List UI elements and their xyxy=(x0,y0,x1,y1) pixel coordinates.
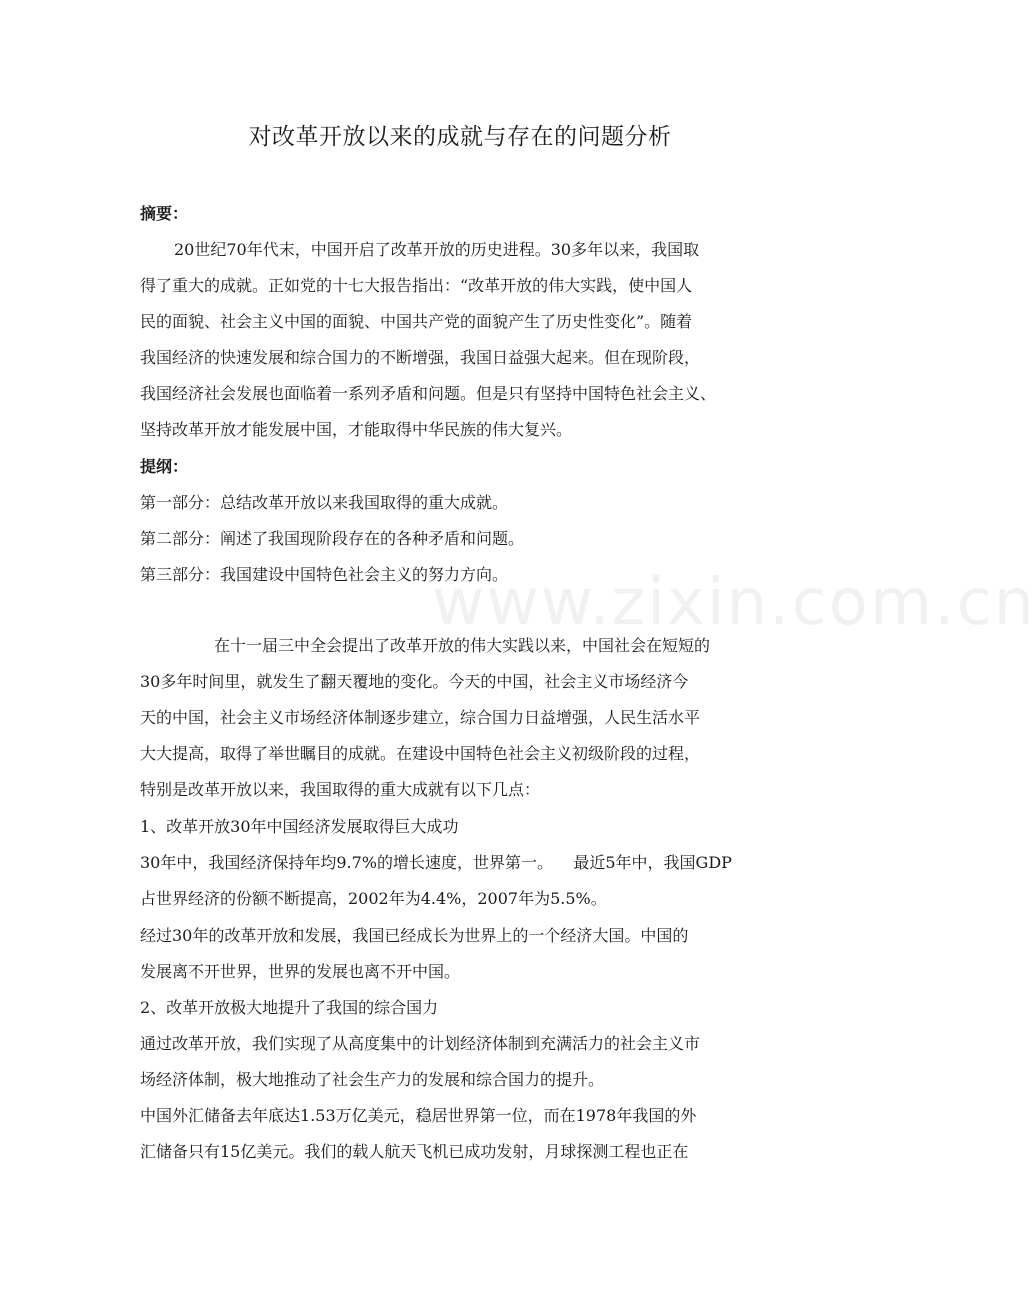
section-heading: 1、改革开放30年中国经济发展取得巨大成功 xyxy=(140,817,459,836)
body-paragraph-line: 30年中，我国经济保持年均9.7%的增长速度，世界第一。 最近5年中，我国GDP xyxy=(140,853,732,872)
body-paragraph-line: 占世界经济的份额不断提高，2002年为4.4%，2007年为5.5%。 xyxy=(140,889,607,908)
outline-heading: 提纲： xyxy=(140,457,189,476)
abstract-heading: 摘要： xyxy=(140,204,189,223)
abstract-line: 我国经济的快速发展和综合国力的不断增强，我国日益强大起来。但在现阶段， xyxy=(140,348,701,367)
abstract-line: 民的面貌、社会主义中国的面貌、中国共产党的面貌产生了历史性变化”。随着 xyxy=(140,312,693,331)
body-paragraph-line: 大大提高，取得了举世瞩目的成就。在建设中国特色社会主义初级阶段的过程， xyxy=(140,744,701,763)
body-paragraph-line: 场经济体制，极大地推动了社会生产力的发展和综合国力的提升。 xyxy=(140,1070,605,1089)
outline-item: 第二部分：阐述了我国现阶段存在的各种矛盾和问题。 xyxy=(140,529,525,548)
outline-item: 第三部分：我国建设中国特色社会主义的努力方向。 xyxy=(140,565,509,584)
body-paragraph-line: 中国外汇储备去年底达1.53万亿美元，稳居世界第一位，而在1978年我国的外 xyxy=(140,1106,697,1125)
body-paragraph-line: 30多年时间里，就发生了翻天覆地的变化。今天的中国，社会主义市场经济今 xyxy=(140,672,689,691)
watermark: www.zixin.com.cn xyxy=(432,566,1036,640)
document-title: 对改革开放以来的成就与存在的问题分析 xyxy=(248,124,672,150)
outline-item: 第一部分：总结改革开放以来我国取得的重大成就。 xyxy=(140,493,509,512)
body-paragraph-line: 在十一届三中全会提出了改革开放的伟大实践以来，中国社会在短短的 xyxy=(214,636,711,655)
body-paragraph-line: 特别是改革开放以来，我国取得的重大成就有以下几点： xyxy=(140,780,541,799)
body-paragraph-line: 发展离不开世界，世界的发展也离不开中国。 xyxy=(140,962,461,981)
abstract-line: 得了重大的成就。正如党的十七大报告指出：“改革开放的伟大实践，使中国人 xyxy=(140,276,693,295)
section-heading: 2、改革开放极大地提升了我国的综合国力 xyxy=(140,998,439,1017)
abstract-line: 我国经济社会发展也面临着一系列矛盾和问题。但是只有坚持中国特色社会主义、 xyxy=(140,384,717,403)
abstract-line: 20世纪70年代末，中国开启了改革开放的历史进程。30多年以来，我国取 xyxy=(174,240,700,259)
body-paragraph-line: 经过30年的改革开放和发展，我国已经成长为世界上的一个经济大国。中国的 xyxy=(140,926,689,945)
body-paragraph-line: 通过改革开放，我们实现了从高度集中的计划经济体制到充满活力的社会主义市 xyxy=(140,1034,701,1053)
body-paragraph-line: 汇储备只有15亿美元。我们的载人航天飞机已成功发射，月球探测工程也正在 xyxy=(140,1142,689,1161)
abstract-line: 坚持改革开放才能发展中国，才能取得中华民族的伟大复兴。 xyxy=(140,420,573,439)
body-paragraph-line: 天的中国，社会主义市场经济体制逐步建立，综合国力日益增强，人民生活水平 xyxy=(140,708,701,727)
